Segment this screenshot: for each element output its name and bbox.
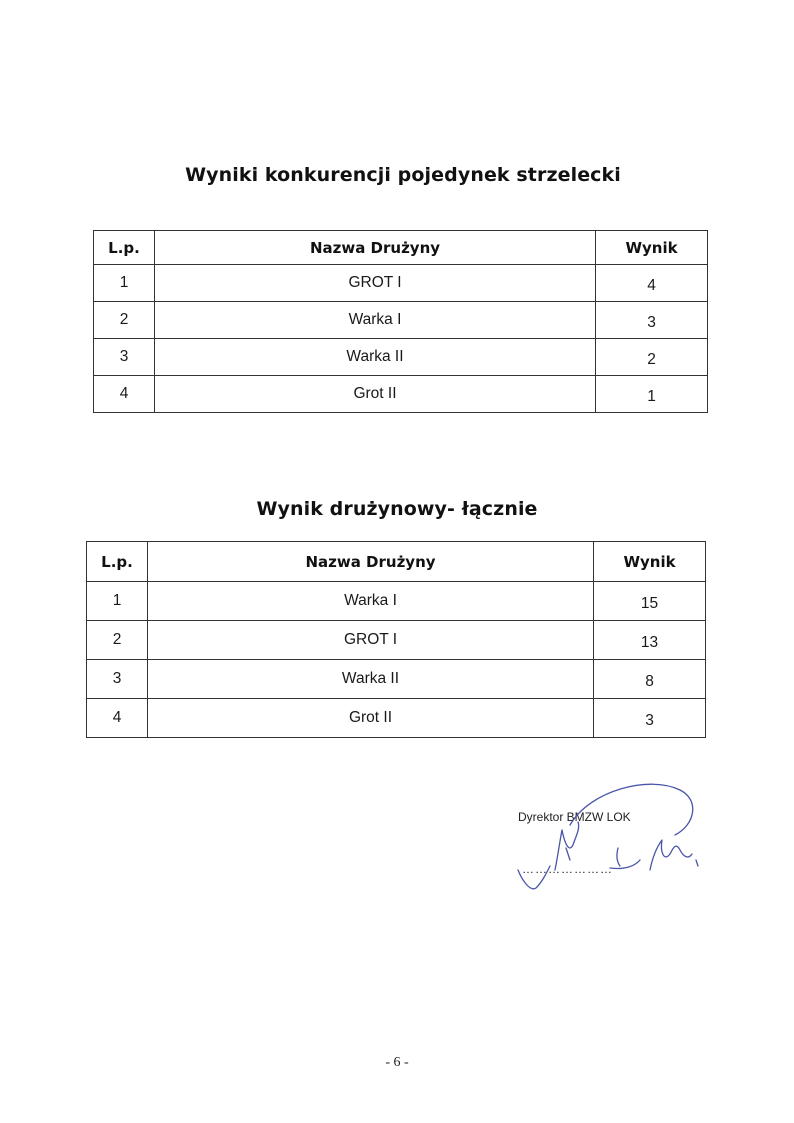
header-result: Wynik xyxy=(594,542,706,582)
cell-lp: 4 xyxy=(87,699,148,738)
header-team-name: Nazwa Drużyny xyxy=(148,542,594,582)
cell-team-name: Warka II xyxy=(155,339,596,376)
table-header-row xyxy=(87,542,706,582)
table-row xyxy=(94,376,708,413)
cell-team-name: GROT I xyxy=(148,621,594,660)
cell-team-name: GROT I xyxy=(155,265,596,302)
cell-result: 15 xyxy=(594,582,706,621)
cell-lp: 2 xyxy=(94,302,155,339)
cell-lp: 1 xyxy=(94,265,155,302)
cell-lp: 2 xyxy=(87,621,148,660)
cell-team-name: Warka I xyxy=(155,302,596,339)
cell-result: 8 xyxy=(594,660,706,699)
cell-result: 13 xyxy=(594,621,706,660)
section-title-shooting-duel: Wyniki konkurencji pojedynek strzelecki xyxy=(185,164,621,186)
table-row xyxy=(87,621,706,660)
cell-result: 1 xyxy=(596,376,708,413)
cell-lp: 1 xyxy=(87,582,148,621)
table-header-row xyxy=(94,231,708,265)
header-lp: L.p. xyxy=(87,542,148,582)
cell-team-name: Warka I xyxy=(148,582,594,621)
table-row xyxy=(87,699,706,738)
header-lp: L.p. xyxy=(94,231,155,265)
cell-result: 2 xyxy=(596,339,708,376)
cell-result: 4 xyxy=(596,265,708,302)
header-result: Wynik xyxy=(596,231,708,265)
cell-lp: 3 xyxy=(94,339,155,376)
signature-label: Dyrektor BMZW LOK xyxy=(518,810,631,824)
cell-result: 3 xyxy=(596,302,708,339)
table-row xyxy=(94,265,708,302)
table-row xyxy=(94,302,708,339)
table-row xyxy=(94,339,708,376)
table-row xyxy=(87,660,706,699)
cell-team-name: Grot II xyxy=(148,699,594,738)
handwritten-signature-icon xyxy=(500,770,730,910)
header-team-name: Nazwa Drużyny xyxy=(155,231,596,265)
table-row xyxy=(87,582,706,621)
cell-lp: 3 xyxy=(87,660,148,699)
cell-team-name: Warka II xyxy=(148,660,594,699)
signature-dotted-line: ………………… xyxy=(522,862,613,876)
cell-result: 3 xyxy=(594,699,706,738)
section-title-team-total: Wynik drużynowy- łącznie xyxy=(256,498,538,520)
cell-team-name: Grot II xyxy=(155,376,596,413)
page-number: - 6 - xyxy=(385,1055,409,1070)
cell-lp: 4 xyxy=(94,376,155,413)
signature-block xyxy=(500,770,730,910)
team-total-results-table xyxy=(86,541,706,738)
shooting-duel-results-table xyxy=(93,230,708,413)
